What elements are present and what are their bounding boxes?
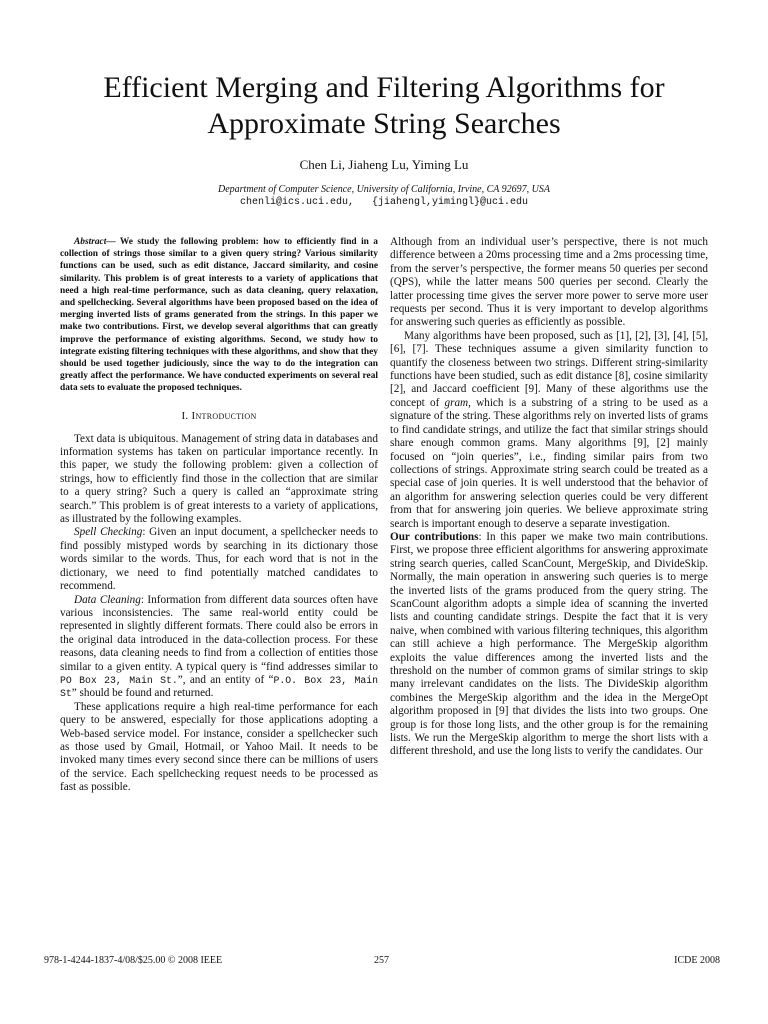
footer-venue: ICDE 2008	[674, 955, 720, 966]
data-cleaning-text-c: ” should be found and returned.	[71, 687, 214, 700]
address-example-2: P.O. Box 23, Main St	[60, 674, 379, 700]
section-heading-introduction: I. Introduction	[181, 409, 257, 422]
right-paragraph-2-text-a: Many algorithms have been proposed, such as [1], [2], [3], [4], [5], [6], [7]. These techniques assume a given similarity function to quantify the closeness between two strings. Different string-similarity functions have been studied, such as edit distance [8], cosine similarity [2], and Jaccard coefficient [9]. Many of these algorithms use the concept of	[390, 329, 708, 409]
contributions-paragraph	[390, 531, 708, 759]
author-list: Chen Li, Jiaheng Lu, Yiming Lu	[299, 157, 469, 172]
left-column	[60, 236, 378, 795]
intro-paragraph-4: These applications require a high real-time performance for each query to be answered, especially for those applications adopting a Web-based service model. For instance, consider a spellchecker such as those used by Gmail, Hotmail, or Yahoo Mail. It needs to be invoked many times every second since there can be millions of users of the service. Each spellchecking request needs to be processed as fast as possible.	[60, 700, 378, 794]
right-paragraph-2	[390, 330, 708, 531]
abstract	[60, 236, 378, 395]
contributions-label: Our contributions	[390, 530, 479, 543]
address-example-1: PO Box 23, Main St.	[60, 674, 178, 686]
spell-checking-text: : Given an input document, a spellchecker needs to find possibly mistyped words by searching in its dictionary those words similar to the words. Thus, for each word that is not in the dictionary, we need to find potentially matched candidates to recommend.	[60, 526, 379, 593]
affiliation: Department of Computer Science, University of California, Irvine, CA 92697, USA	[218, 184, 550, 195]
author-emails	[40, 196, 728, 209]
right-paragraph-1: Although from an individual user’s perspective, there is not much difference between a 20ms processing time and a 2ms processing time, from the server’s perspective, the former means 50 queries per second (QPS), while the latter means 500 queries per second. Clearly the latter processing time gives the server more power to serve more user requests per second. Thus it is very important to develop algorithms for answering such queries as efficiently as possible.	[390, 236, 708, 329]
abstract-dash: —	[106, 237, 116, 247]
footer-page-number: 257	[374, 955, 389, 966]
right-column	[390, 236, 708, 759]
abstract-text: We study the following problem: how to efficiently find in a collection of strings those similar to a given query string? Various similarity functions can be used, such as edit distance, Jaccard similarity, and cosine similarity. This problem is of great interests to a variety of applications that need a high real-time performance, such as data cleaning, query relaxation, and spellchecking. Several algorithms have been proposed based on the idea of merging inverted lists of grams generated from the strings. In this paper we make two contributions. First, we develop several algorithms that can greatly improve the performance of existing algorithms. Second, we study how to integrate existing filtering techniques with these algorithms, and show that they should be used together judiciously, since the way to do the integration can greatly affect the performance. We have conducted experiments on several real data sets to evaluate the proposed techniques.	[60, 237, 378, 394]
spell-checking-paragraph	[60, 526, 378, 593]
data-cleaning-label: Data Cleaning	[74, 593, 141, 606]
gram-term: gram	[444, 396, 469, 409]
right-paragraph-2-text-b: , which is a substring of a string to be used as a signature of the string. These algorithms rely on inverted lists of grams to find candidate strings, and utilize the fact that similar strings should share enough common grams. Many algorithms [9], [2] mainly focused on “join queries”, i.e., finding similar pairs from two collections of strings. Approximate string search could be treated as a special case of join queries. It is well understood that the behavior of an algorithm for answering selection queries could be very different from that for answering join queries. We believe approximate string search is important enough to deserve a separate investigation.	[390, 396, 708, 530]
footer-copyright: 978-1-4244-1837-4/08/$25.00 © 2008 IEEE	[44, 955, 223, 966]
data-cleaning-text-a: : Information from different data sources often have various inconsistencies. The same real-world entity could be represented in slightly different formats. There could also be errors in the original data introduced in the data-collection process. For these reasons, data cleaning needs to find from a collection of entities those similar to a given entity. A typical query is “find addresses similar to	[60, 593, 378, 673]
title-line-1: Efficient Merging and Filtering Algorithms for	[103, 71, 665, 104]
paper-title	[40, 70, 728, 142]
title-line-2: Approximate String Searches	[207, 107, 561, 140]
email-second: {jiahengl,yimingl}@uci.edu	[372, 197, 529, 208]
abstract-label: Abstract	[74, 237, 107, 247]
intro-paragraph-1: Text data is ubiquitous. Management of string data in databases and information systems has taken on particular importance recently. In this paper, we study the following problem: given a collection of strings, how to efficiently find those in the collection that are similar to a query string? Such a query is called an “approximate string search.” This problem is of great interests to a variety of applications, as illustrated by the following examples.	[60, 432, 378, 526]
contributions-text: : In this paper we make two main contributions. First, we propose three efficient algorithms for answering approximate string search queries, called ScanCount, MergeSkip, and DivideSkip. Normally, the main operation in answering such queries is to merge the inverted lists of the grams produced from the query string. The ScanCount algorithm adopts a simple idea of scanning the inverted lists and counting candidate strings. Despite the fact that it is very naive, when combined with various filtering techniques, this algorithm can still achieve a high performance. The MergeSkip algorithm exploits the value differences among the inverted lists and the threshold on the number of common grams of similar strings to skip many irrelevant candidates on the lists. The DivideSkip algorithm combines the MergeSkip algorithm and the idea in the MergeOpt algorithm proposed in [9] that divides the lists into two groups. One group is for those long lists, and the other group is for the remaining lists. We run the MergeSkip algorithm to merge the short lists with a different threshold, and use the long lists to verify the candidates. Our	[390, 530, 708, 758]
data-cleaning-paragraph	[60, 594, 378, 701]
email-first: chenli@ics.uci.edu,	[239, 197, 354, 208]
spell-checking-label: Spell Checking	[74, 526, 143, 539]
data-cleaning-text-b: ”, and an entity of “	[177, 673, 274, 686]
